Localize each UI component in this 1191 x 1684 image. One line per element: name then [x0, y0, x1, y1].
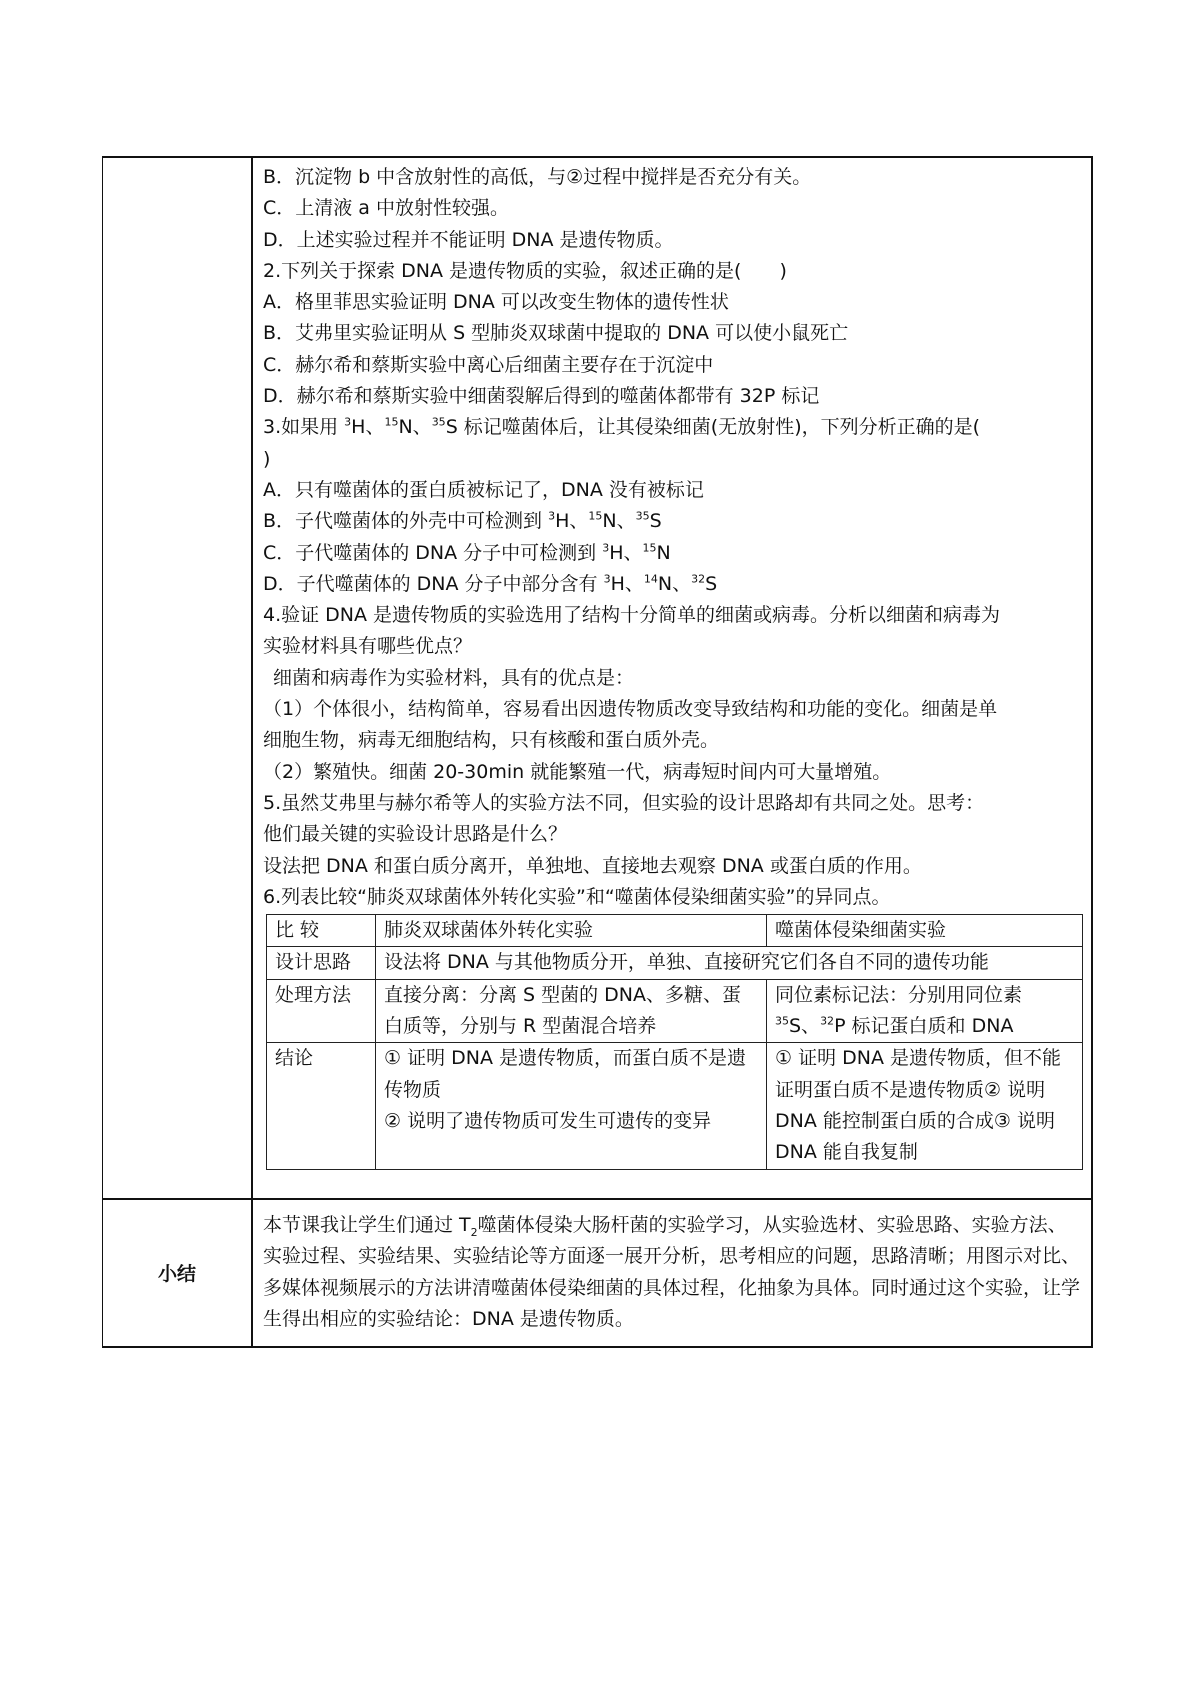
element-n: N	[656, 541, 671, 564]
comparison-header-row	[267, 915, 1083, 947]
q4-answer-4: （2）繁殖快。细菌 20-30min 就能繁殖一代，病毒短时间内可大量增殖。	[263, 760, 892, 783]
q3-stem-text: 3.如果用	[263, 416, 345, 439]
isotope-superscript: 3	[548, 509, 556, 523]
isotope-superscript: 32	[820, 1014, 835, 1028]
isotope-superscript: 15	[588, 509, 603, 523]
q3-stem	[263, 412, 1085, 443]
q4-answer-1: 细菌和病毒作为实验材料，具有的优点是：	[273, 666, 635, 689]
exercise-row	[103, 157, 1093, 1199]
q4-stem-2: 实验材料具有哪些优点？	[263, 635, 473, 658]
q1-option-b: B．沉淀物 b 中含放射性的高低，与②过程中搅拌是否充分有关。	[263, 166, 812, 188]
q2-option-d: D．赫尔希和蔡斯实验中细菌裂解后得到的噬菌体都带有 32P 标记	[263, 385, 820, 408]
q4-answer-3: 细胞生物，病毒无细胞结构，只有核酸和蛋白质外壳。	[263, 729, 720, 752]
q1-option-c: C．上清液 a 中放射性较强。	[263, 197, 509, 220]
q3-option-c-text: C．子代噬菌体的 DNA 分子中可检测到	[263, 541, 603, 564]
element-n: N、	[398, 416, 432, 439]
element-h: H、	[555, 510, 589, 533]
header-compare: 比 较	[267, 915, 376, 947]
q5-stem-2: 他们最关键的实验设计思路是什么？	[263, 823, 568, 846]
comparison-row-design	[267, 947, 1083, 979]
isotope-superscript: 35	[775, 1014, 789, 1028]
method-phage	[767, 979, 1083, 1043]
conclusion-phage: ① 证明 DNA 是遗传物质，但不能证明蛋白质不是遗传物质② 说明 DNA 能控制蛋白质的合成③ 说明 DNA 能自我复制	[767, 1043, 1083, 1169]
summary-content-cell	[252, 1199, 1092, 1347]
summary-label: 小结	[103, 1199, 253, 1347]
element-s: S、	[789, 1015, 821, 1038]
element-s: S	[649, 510, 662, 533]
subscript: 2	[470, 1225, 478, 1239]
row-value-design: 设法将 DNA 与其他物质分开，单独、直接研究它们各自不同的遗传功能	[376, 947, 1083, 979]
exercise-label-cell	[103, 157, 253, 1199]
q6-stem: 6.列表比较“肺炎双球菌体外转化实验”和“噬菌体侵染细菌实验”的异同点。	[263, 885, 891, 908]
conclusion-point-2: ② 说明了遗传物质可发生可遗传的变异	[384, 1109, 712, 1132]
method-pneumococcus: 直接分离：分离 S 型菌的 DNA、多糖、蛋白质等，分别与 R 型菌混合培养	[376, 979, 767, 1043]
isotope-superscript: 15	[642, 541, 657, 555]
row-label-conclusion: 结论	[267, 1043, 376, 1169]
isotope-superscript: 15	[384, 416, 399, 430]
method-phage-text: 同位素标记法：分别用同位素	[775, 983, 1023, 1006]
exercise-content	[253, 158, 1091, 1198]
element-n: N、	[657, 572, 692, 595]
comparison-row-conclusion	[267, 1043, 1083, 1169]
isotope-superscript: 32	[691, 572, 706, 586]
q4-stem-1: 4.验证 DNA 是遗传物质的实验选用了结构十分简单的细菌或病毒。分析以细菌和病毒为	[263, 604, 1001, 627]
element-n: N、	[602, 510, 636, 533]
summary-text-part: 噬菌体侵染大肠杆菌的实验学习，从实验选材、实验思路、实验方法、实验过程、实验结果、实验结论等方面逐一展开分析，思考相应的问题，思路清晰；用图示对比、多媒体视频展示的方法讲清噬菌体侵染细菌的具体过程，化抽象为具体。同时通过这个实验，让学生得出相应的实验结论：DNA 是遗传物质。	[263, 1213, 1081, 1330]
q3-stem-end: )	[263, 447, 271, 470]
row-label-design: 设计思路	[267, 947, 376, 979]
q2-option-a: A．格里菲思实验证明 DNA 可以改变生物体的遗传性状	[263, 291, 729, 314]
q3-stem-text: S 标记噬菌体后，让其侵染细菌(无放射性)，下列分析正确的是(	[445, 416, 981, 439]
exercise-content-cell	[252, 157, 1092, 1199]
header-pneumococcus: 肺炎双球菌体外转化实验	[376, 915, 767, 947]
isotope-superscript: 35	[635, 509, 650, 523]
element-h: H、	[610, 572, 644, 595]
q3-option-a: A．只有噬菌体的蛋白质被标记了，DNA 没有被标记	[263, 478, 704, 501]
header-phage: 噬菌体侵染细菌实验	[767, 915, 1083, 947]
q2-option-b: B．艾弗里实验证明从 S 型肺炎双球菌中提取的 DNA 可以使小鼠死亡	[263, 322, 849, 345]
summary-row	[103, 1199, 1093, 1347]
row-label-method: 处理方法	[267, 979, 376, 1043]
q5-answer: 设法把 DNA 和蛋白质分离开，单独地、直接地去观察 DNA 或蛋白质的作用。	[263, 854, 922, 877]
isotope-superscript: 14	[643, 572, 658, 586]
isotope-superscript: 35	[431, 416, 446, 430]
element-h: H、	[609, 541, 643, 564]
q3-option-b	[263, 506, 1085, 537]
q1-option-d: D．上述实验过程并不能证明 DNA 是遗传物质。	[263, 228, 674, 251]
lesson-plan-table	[102, 156, 1093, 1348]
summary-text-part: 本节课我让学生们通过 T	[263, 1213, 471, 1236]
conclusion-pneumococcus	[376, 1043, 767, 1169]
q3-option-d	[263, 569, 1085, 600]
isotope-superscript: 3	[344, 416, 352, 430]
q3-option-b-text: B．子代噬菌体的外壳中可检测到	[263, 510, 549, 533]
conclusion-point-1: ① 证明 DNA 是遗传物质，而蛋白质不是遗传物质	[384, 1047, 746, 1101]
element-s: S	[705, 572, 718, 595]
isotope-superscript: 3	[602, 541, 610, 555]
q5-stem-1: 5.虽然艾弗里与赫尔希等人的实验方法不同，但实验的设计思路却有共同之处。思考：	[263, 791, 985, 814]
comparison-row-method	[267, 979, 1083, 1043]
q3-option-d-text: D．子代噬菌体的 DNA 分子中部分含有	[263, 572, 604, 595]
q2-option-c: C．赫尔希和蔡斯实验中离心后细菌主要存在于沉淀中	[263, 353, 714, 376]
comparison-table	[266, 914, 1083, 1169]
q3-option-c	[263, 538, 1085, 569]
summary-text	[253, 1200, 1091, 1346]
q4-answer-2: （1）个体很小，结构简单，容易看出因遗传物质改变导致结构和功能的变化。细菌是单	[263, 698, 998, 721]
isotope-superscript: 3	[603, 572, 611, 586]
element-h: H、	[351, 416, 385, 439]
method-phage-text: P 标记蛋白质和 DNA	[834, 1015, 1014, 1038]
q2-stem: 2.下列关于探索 DNA 是遗传物质的实验，叙述正确的是( )	[263, 259, 787, 282]
